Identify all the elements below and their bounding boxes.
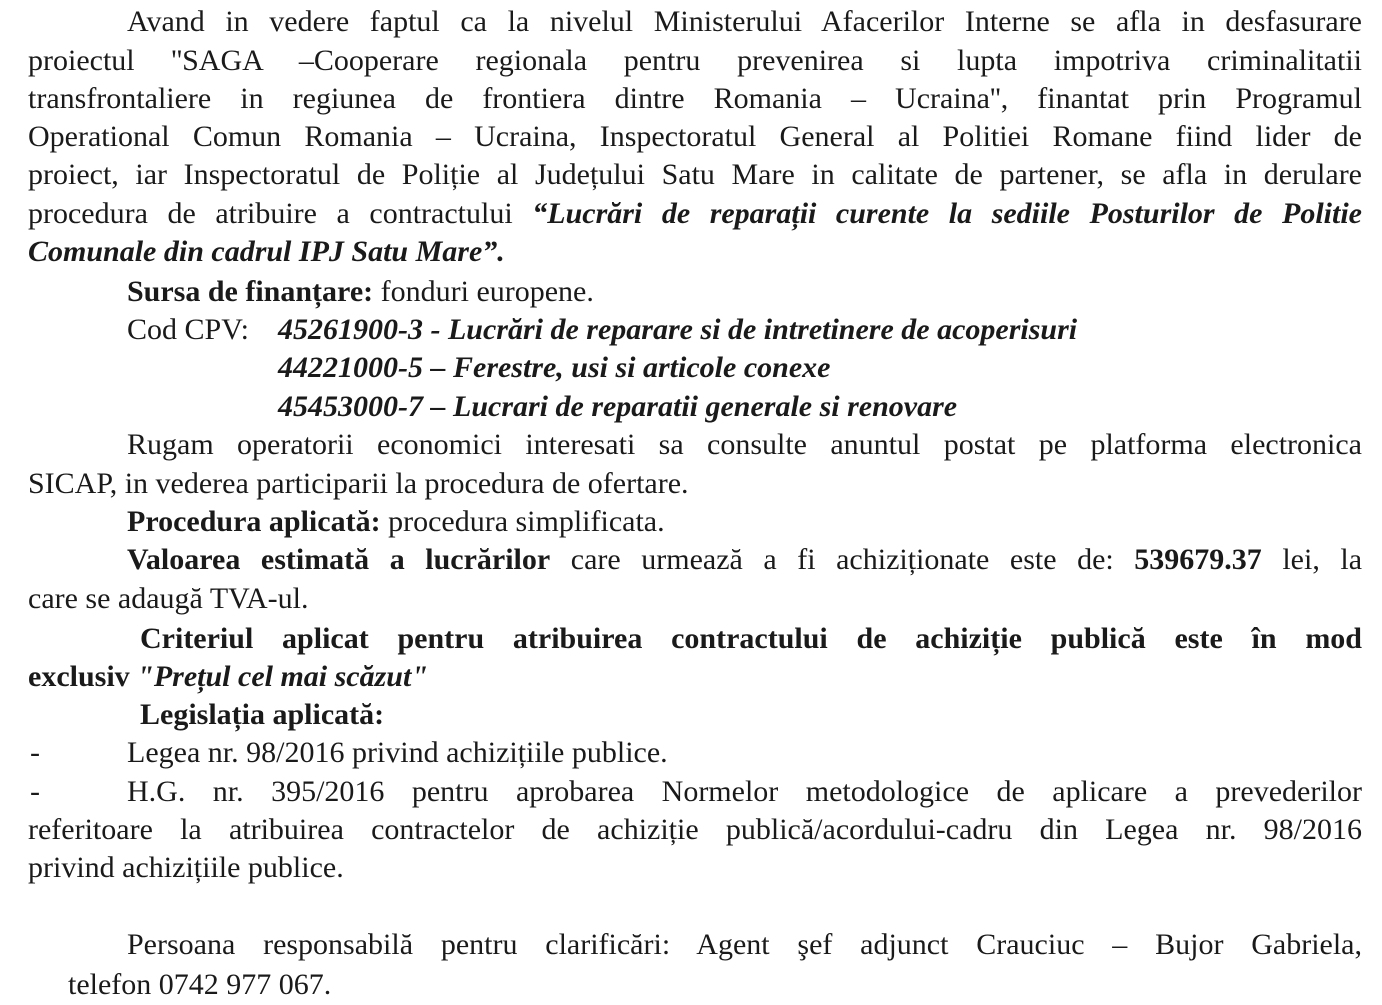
legislation-item-1: Legea nr. 98/2016 privind achizițiile publice.: [127, 736, 668, 769]
procedure-line: [127, 503, 665, 541]
contact-phone: telefon 0742 977 067.: [68, 968, 332, 1001]
funding-label: Sursa de finanțare:: [127, 275, 374, 308]
intro-line-3: transfrontaliere in regiunea de frontiera dintre Romania – Ucraina'', finantat prin Programul: [28, 82, 1362, 115]
intro-line-6-text: procedura de atribuire a contractului: [28, 197, 513, 230]
contract-title: “Lucrări de reparații curente la sediile Posturilor de Politie: [532, 197, 1363, 230]
cpv-code-3: 45453000-7 – Lucrari de reparatii generale si renovare: [278, 390, 958, 423]
legislation-label: Legislația aplicată:: [140, 698, 385, 731]
value-amount: 539679.37: [1134, 543, 1262, 576]
request-line-2: SICAP, in vederea participarii la procedura de ofertare.: [28, 467, 689, 500]
request-line-1: Rugam operatorii economici interesati sa consulte anuntul postat pe platforma electronica: [127, 428, 1362, 461]
intro-line-5: proiect, iar Inspectoratul de Poliție al Județului Satu Mare in calitate de partener, se afla in derulare: [28, 158, 1362, 191]
legislation-bullet-1: -: [30, 736, 40, 769]
criteria-lowest-price: "Prețul cel mai scăzut": [137, 660, 428, 693]
cpv-code-1: 45261900-3 - Lucrări de reparare si de intretinere de acoperisuri: [278, 313, 1078, 346]
cpv-code-2: 44221000-5 – Ferestre, usi si articole conexe: [278, 351, 831, 384]
procedure-value: procedura simplificata.: [388, 505, 665, 538]
cpv-label: Cod CPV:: [127, 313, 249, 346]
value-line-1: [127, 541, 1362, 579]
legislation-item-2-line-3: privind achizițiile publice.: [28, 851, 344, 884]
funding-value: fonduri europene.: [380, 275, 594, 308]
legislation-item-2-line-1: H.G. nr. 395/2016 pentru aprobarea Normelor metodologice de aplicare a prevederilor: [127, 775, 1362, 808]
contact-line-1: Persoana responsabilă pentru clarificări: Agent şef adjunct Crauciuc – Bujor Gabriela,: [127, 928, 1362, 961]
criteria-line-2: [28, 658, 428, 696]
intro-line-6: [28, 195, 1362, 233]
value-text-1: care urmează a fi achiziționate este de:: [570, 543, 1114, 576]
value-line-2: care se adaugă TVA-ul.: [28, 582, 309, 615]
funding-line: [127, 273, 594, 311]
criteria-exclusive: exclusiv: [28, 660, 130, 693]
value-text-2: lei, la: [1282, 543, 1363, 576]
contract-title-continued: Comunale din cadrul IPJ Satu Mare”.: [28, 235, 505, 268]
intro-line-4: Operational Comun Romania – Ucraina, Inspectoratul General al Politiei Romane fiind lider de: [28, 120, 1362, 153]
value-label: Valoarea estimată a lucrărilor: [127, 543, 551, 576]
legislation-item-2-line-2: referitoare la atribuirea contractelor de achiziție publică/acordului-cadru din Legea nr. 98/2016: [28, 813, 1362, 846]
intro-line-1: Avand in vedere faptul ca la nivelul Ministerului Afacerilor Interne se afla in desfasurare: [127, 5, 1362, 38]
criteria-line-1: Criteriul aplicat pentru atribuirea contractului de achiziție publică este în mod: [140, 622, 1362, 655]
legislation-bullet-2: -: [30, 775, 40, 808]
procedure-label: Procedura aplicată:: [127, 505, 381, 538]
intro-line-2: proiectul ''SAGA –Cooperare regionala pentru prevenirea si lupta impotriva criminalitatii: [28, 44, 1362, 77]
